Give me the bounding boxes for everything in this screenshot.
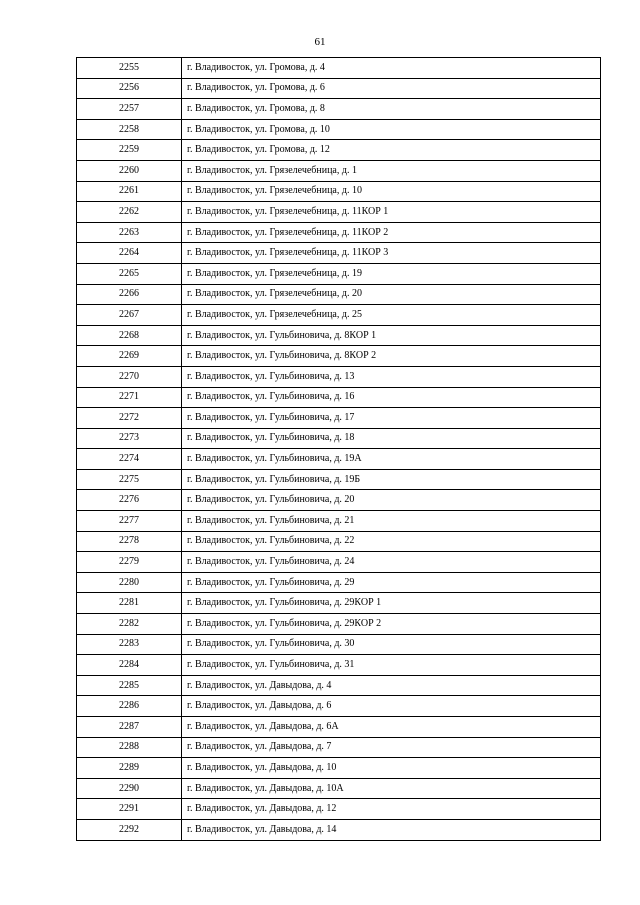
table-row xyxy=(77,428,601,449)
address-cell: г. Владивосток, ул. Гульбиновича, д. 31 xyxy=(182,655,601,676)
table-row xyxy=(77,346,601,367)
address-cell: г. Владивосток, ул. Громова, д. 8 xyxy=(182,99,601,120)
address-table xyxy=(76,57,601,841)
row-number-cell: 2292 xyxy=(77,819,182,840)
address-cell: г. Владивосток, ул. Давыдова, д. 10А xyxy=(182,778,601,799)
address-cell: г. Владивосток, ул. Громова, д. 6 xyxy=(182,78,601,99)
table-row xyxy=(77,593,601,614)
address-cell: г. Владивосток, ул. Гульбиновича, д. 29КОР 1 xyxy=(182,593,601,614)
address-cell: г. Владивосток, ул. Гульбиновича, д. 13 xyxy=(182,366,601,387)
table-row xyxy=(77,119,601,140)
row-number-cell: 2259 xyxy=(77,140,182,161)
row-number-cell: 2269 xyxy=(77,346,182,367)
address-cell: г. Владивосток, ул. Гульбиновича, д. 19Б xyxy=(182,469,601,490)
row-number-cell: 2264 xyxy=(77,243,182,264)
address-cell: г. Владивосток, ул. Грязелечебница, д. 11КОР 1 xyxy=(182,202,601,223)
address-cell: г. Владивосток, ул. Грязелечебница, д. 10 xyxy=(182,181,601,202)
address-cell: г. Владивосток, ул. Громова, д. 4 xyxy=(182,58,601,79)
row-number-cell: 2258 xyxy=(77,119,182,140)
address-cell: г. Владивосток, ул. Давыдова, д. 6 xyxy=(182,696,601,717)
table-row xyxy=(77,511,601,532)
table-row xyxy=(77,469,601,490)
row-number-cell: 2266 xyxy=(77,284,182,305)
address-table-body xyxy=(77,58,601,841)
address-cell: г. Владивосток, ул. Гульбиновича, д. 19А xyxy=(182,449,601,470)
row-number-cell: 2263 xyxy=(77,222,182,243)
table-row xyxy=(77,99,601,120)
row-number-cell: 2278 xyxy=(77,531,182,552)
table-row xyxy=(77,552,601,573)
table-row xyxy=(77,408,601,429)
address-cell: г. Владивосток, ул. Гульбиновича, д. 20 xyxy=(182,490,601,511)
table-row xyxy=(77,58,601,79)
address-cell: г. Владивосток, ул. Грязелечебница, д. 25 xyxy=(182,305,601,326)
table-row xyxy=(77,160,601,181)
row-number-cell: 2273 xyxy=(77,428,182,449)
table-row xyxy=(77,717,601,738)
row-number-cell: 2281 xyxy=(77,593,182,614)
table-row xyxy=(77,181,601,202)
row-number-cell: 2277 xyxy=(77,511,182,532)
address-cell: г. Владивосток, ул. Грязелечебница, д. 11КОР 3 xyxy=(182,243,601,264)
address-cell: г. Владивосток, ул. Гульбиновича, д. 22 xyxy=(182,531,601,552)
address-cell: г. Владивосток, ул. Гульбиновича, д. 16 xyxy=(182,387,601,408)
address-cell: г. Владивосток, ул. Гульбиновича, д. 30 xyxy=(182,634,601,655)
table-row xyxy=(77,78,601,99)
table-row xyxy=(77,655,601,676)
row-number-cell: 2276 xyxy=(77,490,182,511)
row-number-cell: 2285 xyxy=(77,675,182,696)
table-row xyxy=(77,778,601,799)
table-row xyxy=(77,305,601,326)
address-cell: г. Владивосток, ул. Грязелечебница, д. 11КОР 2 xyxy=(182,222,601,243)
address-cell: г. Владивосток, ул. Гульбиновича, д. 17 xyxy=(182,408,601,429)
row-number-cell: 2287 xyxy=(77,717,182,738)
table-row xyxy=(77,263,601,284)
address-cell: г. Владивосток, ул. Давыдова, д. 12 xyxy=(182,799,601,820)
row-number-cell: 2284 xyxy=(77,655,182,676)
address-cell: г. Владивосток, ул. Гульбиновича, д. 8КОР 1 xyxy=(182,325,601,346)
row-number-cell: 2279 xyxy=(77,552,182,573)
page-number: 61 xyxy=(314,36,326,48)
row-number-cell: 2267 xyxy=(77,305,182,326)
address-cell: г. Владивосток, ул. Гульбиновича, д. 8КОР 2 xyxy=(182,346,601,367)
row-number-cell: 2262 xyxy=(77,202,182,223)
table-row xyxy=(77,449,601,470)
table-row xyxy=(77,758,601,779)
address-cell: г. Владивосток, ул. Грязелечебница, д. 1 xyxy=(182,160,601,181)
table-row xyxy=(77,819,601,840)
row-number-cell: 2275 xyxy=(77,469,182,490)
row-number-cell: 2272 xyxy=(77,408,182,429)
table-row xyxy=(77,202,601,223)
row-number-cell: 2255 xyxy=(77,58,182,79)
row-number-cell: 2288 xyxy=(77,737,182,758)
address-cell: г. Владивосток, ул. Давыдова, д. 14 xyxy=(182,819,601,840)
table-row xyxy=(77,325,601,346)
address-cell: г. Владивосток, ул. Давыдова, д. 4 xyxy=(182,675,601,696)
address-cell: г. Владивосток, ул. Давыдова, д. 7 xyxy=(182,737,601,758)
table-row xyxy=(77,572,601,593)
row-number-cell: 2261 xyxy=(77,181,182,202)
address-cell: г. Владивосток, ул. Давыдова, д. 10 xyxy=(182,758,601,779)
row-number-cell: 2286 xyxy=(77,696,182,717)
row-number-cell: 2270 xyxy=(77,366,182,387)
table-row xyxy=(77,634,601,655)
table-row xyxy=(77,531,601,552)
address-cell: г. Владивосток, ул. Гульбиновича, д. 29 xyxy=(182,572,601,593)
table-row xyxy=(77,140,601,161)
address-cell: г. Владивосток, ул. Гульбиновича, д. 24 xyxy=(182,552,601,573)
table-row xyxy=(77,490,601,511)
address-cell: г. Владивосток, ул. Грязелечебница, д. 20 xyxy=(182,284,601,305)
address-cell: г. Владивосток, ул. Гульбиновича, д. 29КОР 2 xyxy=(182,614,601,635)
row-number-cell: 2274 xyxy=(77,449,182,470)
address-cell: г. Владивосток, ул. Громова, д. 12 xyxy=(182,140,601,161)
row-number-cell: 2271 xyxy=(77,387,182,408)
table-row xyxy=(77,614,601,635)
row-number-cell: 2289 xyxy=(77,758,182,779)
table-row xyxy=(77,284,601,305)
address-cell: г. Владивосток, ул. Громова, д. 10 xyxy=(182,119,601,140)
table-row xyxy=(77,387,601,408)
table-row xyxy=(77,737,601,758)
table-row xyxy=(77,696,601,717)
row-number-cell: 2291 xyxy=(77,799,182,820)
table-row xyxy=(77,675,601,696)
table-row xyxy=(77,366,601,387)
row-number-cell: 2265 xyxy=(77,263,182,284)
row-number-cell: 2282 xyxy=(77,614,182,635)
row-number-cell: 2256 xyxy=(77,78,182,99)
address-cell: г. Владивосток, ул. Гульбиновича, д. 21 xyxy=(182,511,601,532)
table-row xyxy=(77,243,601,264)
address-cell: г. Владивосток, ул. Грязелечебница, д. 19 xyxy=(182,263,601,284)
table-row xyxy=(77,799,601,820)
row-number-cell: 2260 xyxy=(77,160,182,181)
row-number-cell: 2257 xyxy=(77,99,182,120)
row-number-cell: 2283 xyxy=(77,634,182,655)
row-number-cell: 2280 xyxy=(77,572,182,593)
row-number-cell: 2268 xyxy=(77,325,182,346)
address-cell: г. Владивосток, ул. Давыдова, д. 6А xyxy=(182,717,601,738)
row-number-cell: 2290 xyxy=(77,778,182,799)
table-row xyxy=(77,222,601,243)
address-cell: г. Владивосток, ул. Гульбиновича, д. 18 xyxy=(182,428,601,449)
